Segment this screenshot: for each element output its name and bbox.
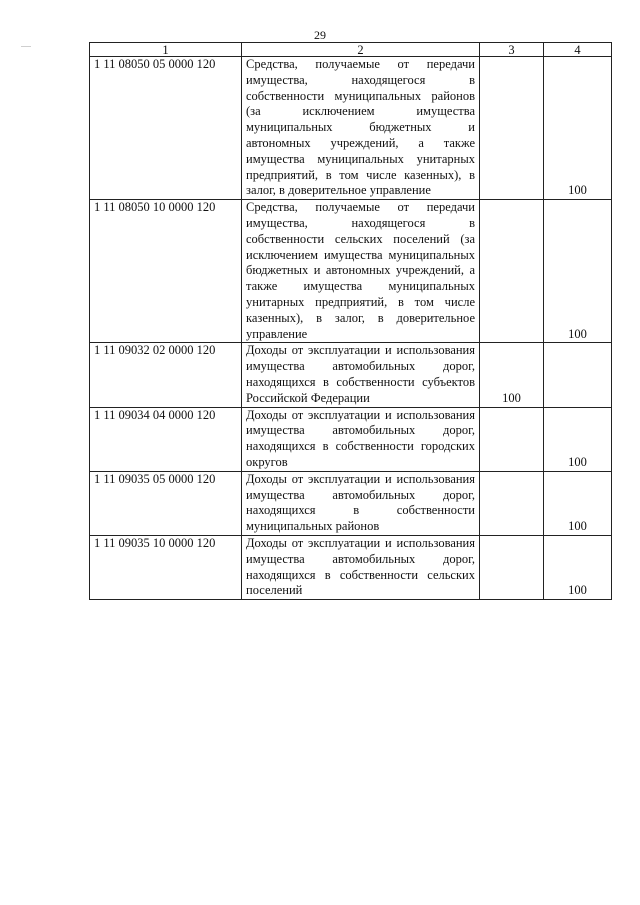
value-col-4: 100 xyxy=(544,535,612,599)
value-col-4: 100 xyxy=(544,407,612,471)
header-col-4: 4 xyxy=(544,43,612,57)
table-row xyxy=(90,407,612,471)
header-col-1: 1 xyxy=(90,43,242,57)
income-code: 1 11 09034 04 0000 120 xyxy=(90,407,242,471)
income-code: 1 11 09035 10 0000 120 xyxy=(90,535,242,599)
page-number: 29 xyxy=(314,28,326,42)
table-header-row xyxy=(90,43,612,57)
budget-income-table xyxy=(89,42,612,600)
table-row xyxy=(90,471,612,535)
value-col-3 xyxy=(480,407,544,471)
table-row xyxy=(90,343,612,407)
value-col-3: 100 xyxy=(480,343,544,407)
scan-margin-mark xyxy=(21,46,31,47)
income-description: Доходы от эксплуатации и использования имущества автомобильных дорог, находящихся в собственности субъектов Российской Федерации xyxy=(242,343,480,407)
value-col-3 xyxy=(480,535,544,599)
income-description: Доходы от эксплуатации и использования имущества автомобильных дорог, находящихся в собственности городских округов xyxy=(242,407,480,471)
value-col-4: 100 xyxy=(544,200,612,343)
table-row xyxy=(90,57,612,200)
value-col-3 xyxy=(480,471,544,535)
income-description: Средства, получаемые от передачи имущества, находящегося в собственности сельских поселений (за исключением имущества муниципальных бюджетных и автономных учреждений, а также имущества муниципальных унитарных предприятий, в том числе казенных), в залог, в доверительное управление xyxy=(242,200,480,343)
value-col-3 xyxy=(480,200,544,343)
value-col-3 xyxy=(480,57,544,200)
table-row xyxy=(90,200,612,343)
income-description: Доходы от эксплуатации и использования имущества автомобильных дорог, находящихся в собственности сельских поселений xyxy=(242,535,480,599)
income-code: 1 11 08050 05 0000 120 xyxy=(90,57,242,200)
value-col-4: 100 xyxy=(544,471,612,535)
value-col-4: 100 xyxy=(544,57,612,200)
table-row xyxy=(90,535,612,599)
income-code: 1 11 08050 10 0000 120 xyxy=(90,200,242,343)
income-description: Доходы от эксплуатации и использования имущества автомобильных дорог, находящихся в собственности муниципальных районов xyxy=(242,471,480,535)
income-code: 1 11 09032 02 0000 120 xyxy=(90,343,242,407)
header-col-3: 3 xyxy=(480,43,544,57)
income-code: 1 11 09035 05 0000 120 xyxy=(90,471,242,535)
income-description: Средства, получаемые от передачи имущества, находящегося в собственности муниципальных районов (за исключением имущества муниципальных бюджетных и автономных учреждений, а также имущества муниципальных унитарных предприятий, в том числе казенных), в залог, в доверительное управление xyxy=(242,57,480,200)
value-col-4 xyxy=(544,343,612,407)
header-col-2: 2 xyxy=(242,43,480,57)
